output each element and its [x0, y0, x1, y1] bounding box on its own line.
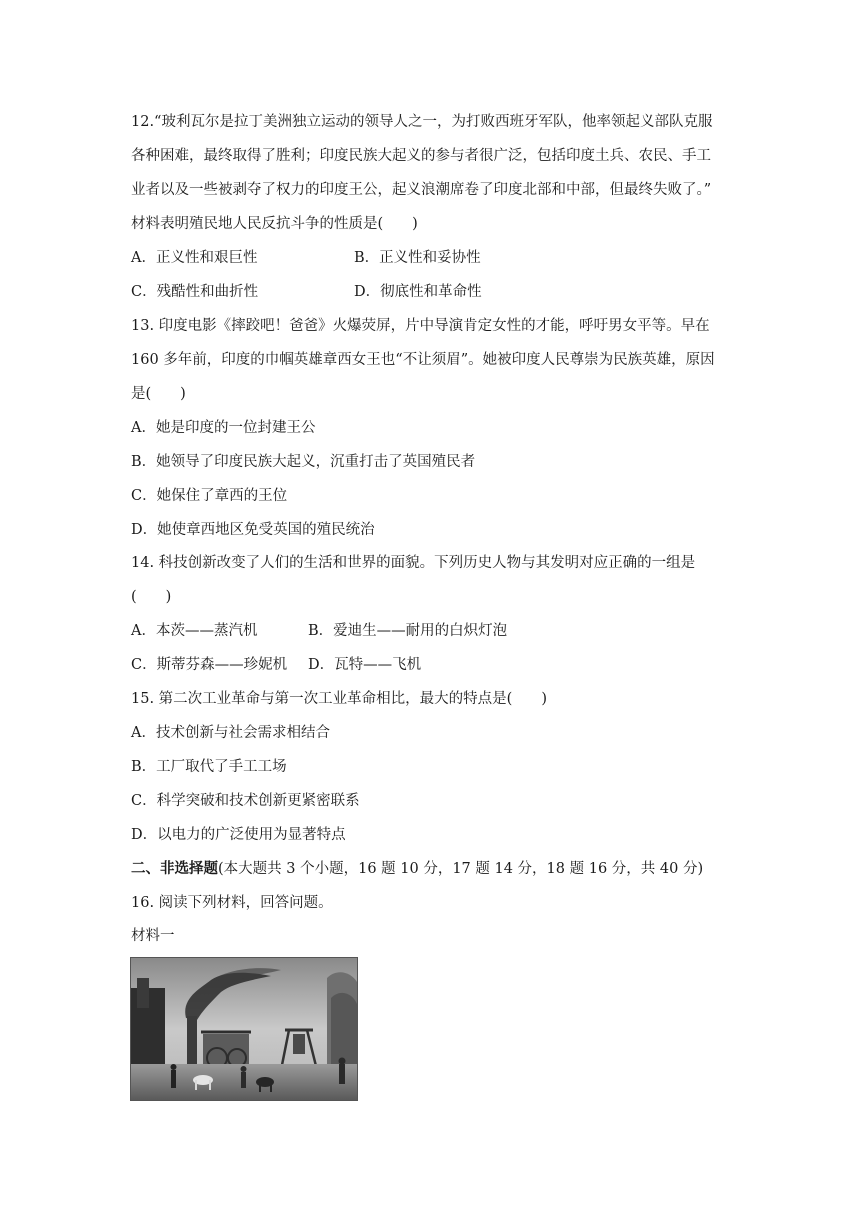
q14-stem-line-2: ( ): [131, 589, 172, 605]
q12-stem-line-1: 12.“玻利瓦尔是拉丁美洲独立运动的领导人之一，为打败西班牙军队，他率领起义部队克服: [131, 114, 713, 130]
q13-stem-line-1: 13. 印度电影《摔跤吧！爸爸》火爆荧屏，片中导演肯定女性的才能，呼吁男女平等。早在: [131, 318, 710, 334]
q15-stem: 15. 第二次工业革命与第一次工业革命相比，最大的特点是( ): [131, 691, 547, 707]
q15-option-c: C．科学突破和技术创新更紧密联系: [131, 793, 360, 809]
q12-stem-line-3: 业者以及一些被剥夺了权力的印度王公，起义浪潮席卷了印度北部和中部，但最终失败了。”: [131, 182, 712, 198]
q12-stem-line-2: 各种困难，最终取得了胜利；印度民族大起义的参与者很广泛，包括印度土兵、农民、手工: [131, 148, 711, 164]
q15-option-d: D．以电力的广泛使用为显著特点: [131, 827, 346, 843]
q14-option-b: B．爱迪生——耐用的白炽灯泡: [308, 623, 508, 639]
section2-heading: [131, 859, 731, 879]
q12-option-a: A．正义性和艰巨性: [131, 250, 258, 266]
q12-option-b: B．正义性和妥协性: [354, 250, 481, 266]
material-one-image: [130, 957, 358, 1101]
q12-option-c: C．残酷性和曲折性: [131, 284, 259, 300]
q15-option-a: A．技术创新与社会需求相结合: [131, 725, 330, 741]
q14-option-c: C．斯蒂芬森——珍妮机: [131, 657, 288, 673]
q12-option-d: D．彻底性和革命性: [354, 284, 482, 300]
q14-option-d: D．瓦特——飞机: [308, 657, 422, 673]
q13-option-d: D．她使章西地区免受英国的殖民统治: [131, 522, 375, 538]
q13-option-a: A．她是印度的一位封建王公: [131, 420, 316, 436]
q15-option-b: B．工厂取代了手工工场: [131, 759, 287, 775]
q13-stem-line-3: 是( ): [131, 386, 186, 402]
section2-note: (本大题共 3 个小题，16 题 10 分，17 题 14 分，18 题 16 分，共 40 分): [218, 861, 704, 877]
q14-stem-line-1: 14. 科技创新改变了人们的生活和世界的面貌。下列历史人物与其发明对应正确的一组是: [131, 555, 696, 571]
q13-option-b: B．她领导了印度民族大起义，沉重打击了英国殖民者: [131, 454, 476, 470]
q16-stem: 16. 阅读下列材料，回答问题。: [131, 895, 333, 911]
q12-stem-line-4: 材料表明殖民地人民反抗斗争的性质是( ): [131, 216, 418, 232]
q14-option-a: A．本茨——蒸汽机: [131, 623, 258, 639]
section2-title: 二、非选择题: [131, 860, 218, 877]
q13-option-c: C．她保住了章西的王位: [131, 488, 288, 504]
q16-material-label: 材料一: [131, 928, 175, 944]
q13-stem-line-2: 160 多年前，印度的巾帼英雄章西女王也“不让须眉”。她被印度人民尊崇为民族英雄，原因: [131, 352, 715, 368]
